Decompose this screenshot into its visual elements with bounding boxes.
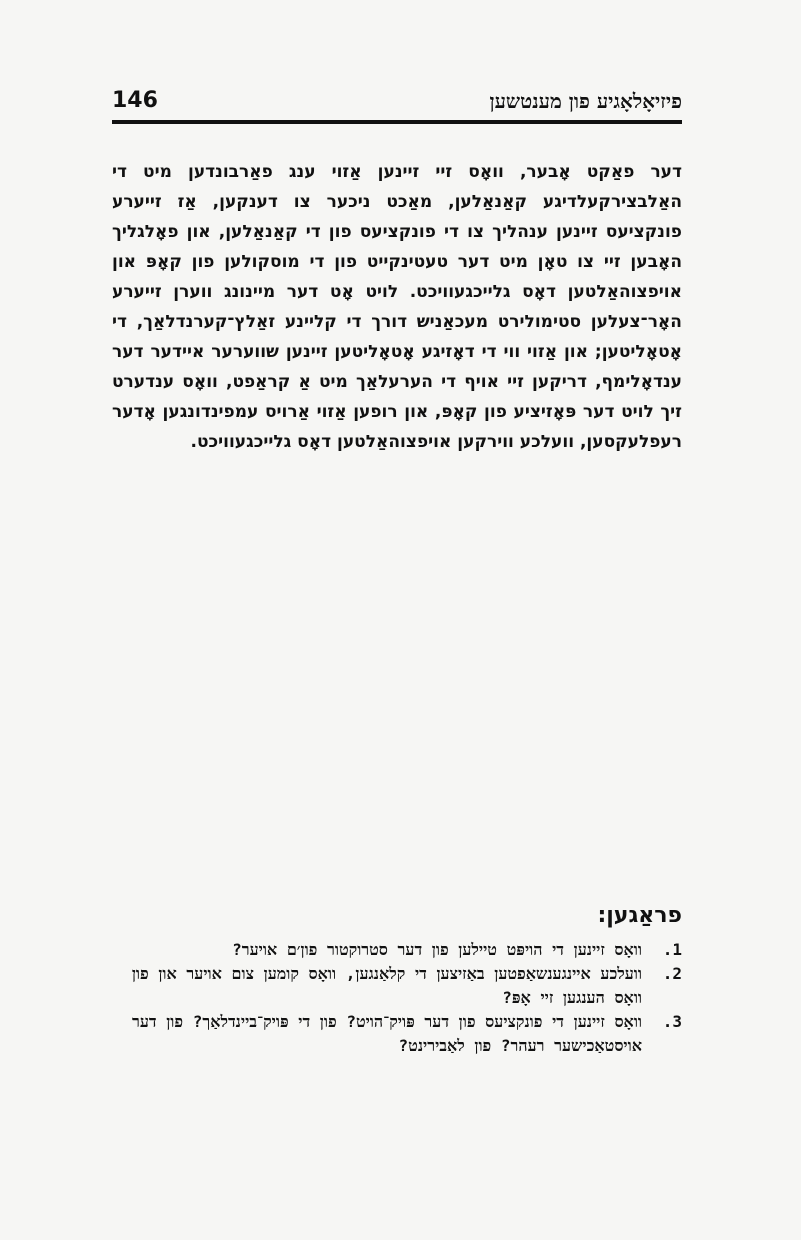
question-number: 2. [662,964,682,983]
question-number: 1. [662,940,682,959]
question-text: וועלכע איינגענשאַפטען באַזיצען די קלאַנגען, וואָס קומען צום אויער און פון וואָס הענגען זיי אָפּ? [131,964,642,1007]
questions-list [112,938,682,1058]
page-number: 146 [112,88,158,113]
question-text: וואָס זיינען די פונקציעס פון דער פּויק־הויט? פון די פּויק־ביינדלאַך? פון דער אויסטאַכישער רעהר? פון לאַבירינט? [131,1012,642,1055]
questions-heading: פראַגען: [597,903,682,928]
question-text: וואָס זיינען די הויפּט טיילען פון דער סטרוקטור פון׳ם אויער? [232,940,642,959]
question-item [112,1010,682,1058]
page-header [112,88,682,118]
running-head: פיזיאָלאָגיע פון מענטשען [489,89,682,113]
header-rule [112,120,682,124]
question-item [112,938,682,962]
body-paragraph: דער פאַקט אָבער, וואָס זיי זיינען אַזוי ענג פאַרבונדען מיט די האַלבצירקעלדיגע קאַנאַלען, מאַכט ניכער צו דענקען, אַז זייערע פונקציעס זיינען ענהליך צו די פונקציעס פון די קאַנאַלען, און פאָלגליך האָבען זיי צו טאָן מיט דער טעטינקייט פון די מוסקולען פון קאָפּ און אויפצוהאַלטען דאָס גלייכגעוויכט. לויט אָט דער מיינונג ווערן זייערע האָר־צעלען סטימולירט מעכאַניש דורך די קליינע זאַלץ־קערנדלאַך, די אָטאָליטען; און אַזוי ווי די דאָזיגע אָטאָליטען זיינען שווערער איידער דער ענדאָלימף, דריקען זיי אויף די הערעלאַך מיט אַ קראַפט, וואָס ענדערט זיך לויט דער פּאָזיציע פון קאָפּ, און רופען אַזוי אַרויס עמפינדונגען אָדער רעפלעקסען, וועלכע ווירקען אויפצוהאַלטען דאָס גלייכגעוויכט. [112,162,682,452]
question-item [112,962,682,1010]
question-number: 3. [662,1012,682,1031]
